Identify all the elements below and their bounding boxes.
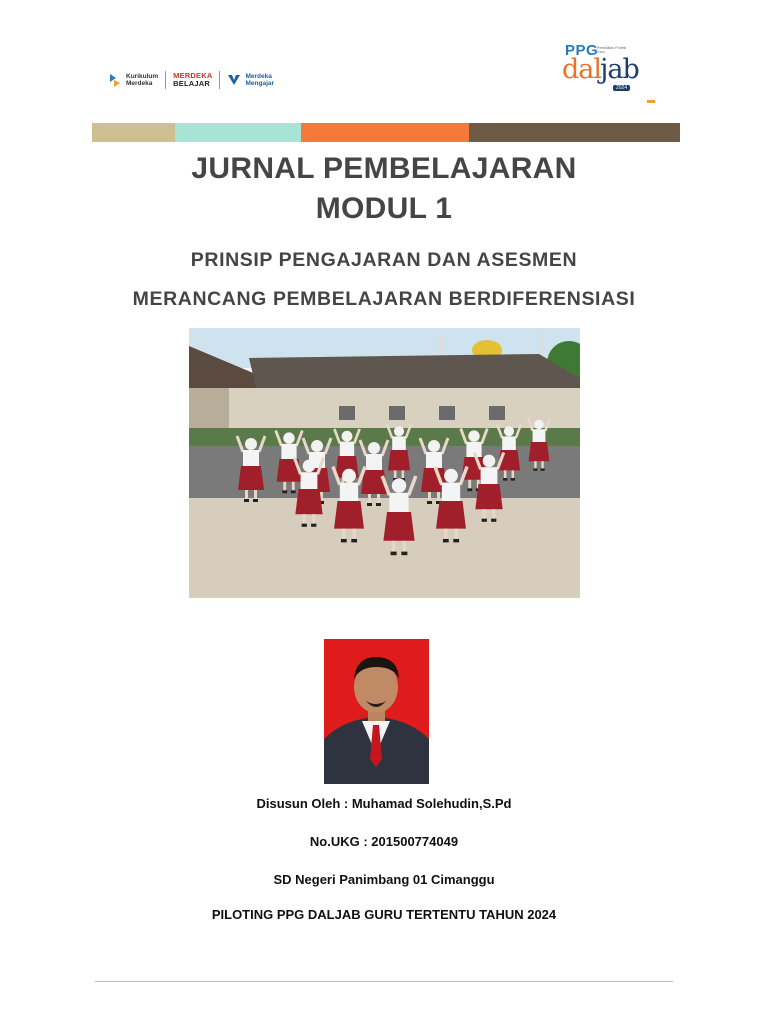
program-logos bbox=[108, 68, 274, 92]
merdeka-mengajar-icon bbox=[227, 72, 241, 88]
kurikulum-merdeka-icon bbox=[108, 72, 122, 88]
subtitle-principle: PRINSIP PENGAJARAN DAN ASESMEN bbox=[190, 249, 578, 271]
subtitle-differentiation: MERANCANG PEMBELAJARAN BERDIFERENSIASI bbox=[132, 288, 636, 310]
logo-divider bbox=[219, 71, 220, 89]
color-bar-segment bbox=[469, 123, 680, 142]
program-line: PILOTING PPG DALJAB GURU TERTENTU TAHUN 2024 bbox=[211, 907, 557, 922]
kurikulum-merdeka-label: Kurikulum Merdeka bbox=[126, 73, 159, 87]
merdeka-belajar-logo: MERDEKA BELAJAR bbox=[173, 71, 213, 88]
color-bar-segment bbox=[92, 123, 175, 142]
ppg-logo-dal: dal bbox=[562, 54, 602, 85]
ppg-logo-accent bbox=[647, 100, 655, 103]
footer-divider bbox=[95, 981, 673, 982]
author-line: Disusun Oleh : Muhamad Solehudin,S.Pd bbox=[256, 796, 512, 811]
color-bar bbox=[92, 123, 680, 142]
ppg-logo-small-text: Pendidikan Profesi Guru bbox=[597, 46, 627, 54]
logo-divider bbox=[165, 71, 166, 89]
author-portrait bbox=[324, 639, 429, 784]
color-bar-segment bbox=[175, 123, 301, 142]
color-bar-segment bbox=[301, 123, 469, 142]
ukg-number: No.UKG : 201500774049 bbox=[309, 834, 459, 849]
ppg-logo-jab: jab bbox=[600, 54, 639, 85]
class-photo bbox=[189, 328, 580, 598]
document-title: JURNAL PEMBELAJARAN bbox=[191, 152, 577, 185]
ppg-logo-text: PPG bbox=[565, 42, 599, 59]
merdeka-mengajar-label: Merdeka Mengajar bbox=[245, 73, 275, 87]
module-title: MODUL 1 bbox=[315, 192, 453, 225]
ppg-logo-year: 2024 bbox=[613, 85, 630, 91]
school-name: SD Negeri Panimbang 01 Cimanggu bbox=[273, 872, 495, 887]
